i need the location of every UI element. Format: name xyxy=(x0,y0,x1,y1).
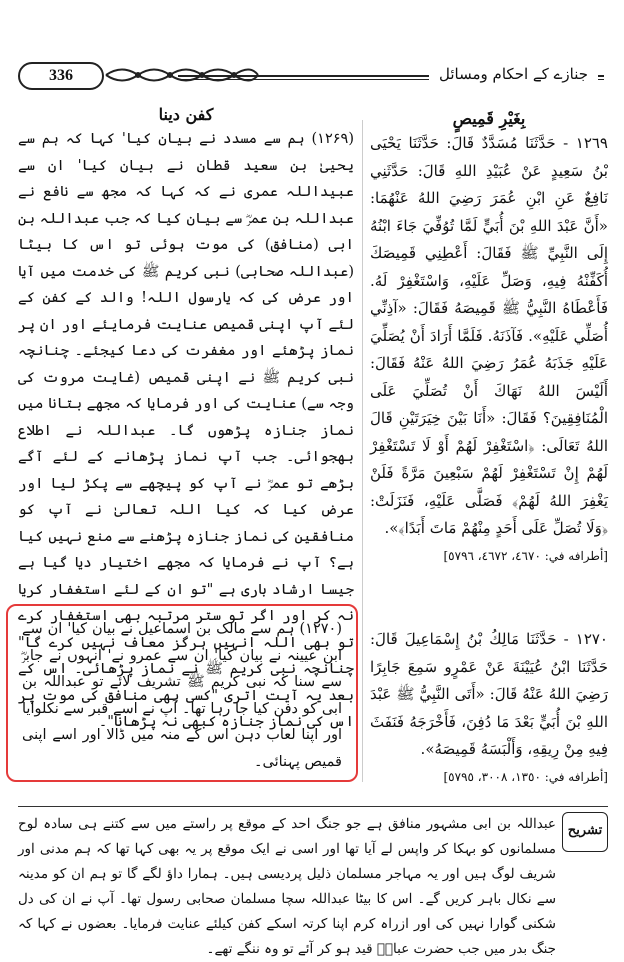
highlighted-hadith-1270 xyxy=(6,604,358,782)
commentary-section xyxy=(18,812,608,957)
atraf-1269: [أطرافه في: ٤٦٧٠، ٤٦٧٢، ٥٧٩٦] xyxy=(443,548,608,563)
arabic-hadith-1270: ١٢٧٠ - حَدَّثَنَا مَالِكُ بْنُ إِسْمَاعِيلَ قَالَ: حَدَّثَنَا ابْنُ عُيَيْنَةَ عَنْ عَمْرٍو سَمِعَ جَابِرًا رَضِيَ اللهُ عَنْهُ قَالَ: «أَتَى النَّبِيُّ ﷺ عَبْدَ اللهِ بْنَ أُبَيٍّ بَعْدَ مَا دُفِنَ، فَأَخْرَجَهُ فَنَفَثَ فِيهِ مِنْ رِيقِهِ، وَأَلْبَسَهُ قَمِيصَهُ». xyxy=(370,630,608,758)
column-divider xyxy=(362,120,363,782)
arabic-text-column xyxy=(370,108,608,563)
running-title: جنازے کے احکام ومسائل xyxy=(429,60,598,88)
commentary-rule xyxy=(18,806,608,807)
floral-ornament-icon xyxy=(102,64,262,86)
commentary-text: عبداللہ بن ابی مشہور منافق ہے جو جنگ احد کے موقع پر راستے میں سے کتنے ہی سادہ لوح مسلمانوں کو بہکا کر واپس لے آیا تھا اور اسی نے ایک موقع پر یہ بھی کہا تھا کہ ہم مدنی اور شریف لوگ ہیں اور یہ مہاجر مسلمان ذلیل پردیسی ہیں۔ ہمارا داؤ لگے گا تو ہم ان کو مدینہ سے نکال باہر کریں گے۔ اس کا بیٹا عبداللہ سچا مسلمان صحابی رسول تھا۔ آپ نے ان کی دل شکنی گوارا نہیں کی اور ازراہ کرم اپنا کرتہ اسکے کفن کیلئے عنایت فرمایا۔ بعضوں نے کہا کہ جنگ بدر میں جب حضرت عباسؓ قید ہو کر آئے تو وہ ننگے تھے۔ xyxy=(18,816,556,957)
urdu-heading: کفن دینا xyxy=(158,105,214,124)
urdu-hadith-1269: (۱۲۶۹) ہم سے مسدد نے بیان کیا' کہا کہ ہم سے یحییٰ بن سعید قطان نے بیان کیا' ان سے عبیداللہ عمری نے کہ کہا کہ مجھ سے نافع نے عبداللہ بن عمرؓ سے بیان کیا کہ جب عبداللہ بن ابی (منافق) کی موت ہوئی تو اس کا بیٹا (عبداللہ صحابی) نبی کریم ﷺ کی خدمت میں آیا اور عرض کی کہ یارسول اللہ! والد کے کفن کے لئے آپ اپنی قمیص عنایت فرمایئے اور ان پر نماز پڑھئے اور مغفرت کی دعا کیجئے۔ چنانچہ نبی کریم ﷺ نے اپنی قمیص (غایت مروت کی وجہ سے) عنایت کی اور فرمایا کہ مجھے بتانا میں نماز جنازہ پڑھوں گا۔ عبداللہ نے اطلاع بھجوائی۔ جب آپ نماز پڑھانے کے لئے آگے بڑھے تو عمرؓ نے آپ کو پیچھے سے پکڑ لیا اور عرض کیا کہ کیا اللہ تعالیٰ نے آپ کو منافقین کی نماز جنازہ پڑھنے سے منع نہیں کیا ہے؟ آپ نے فرمایا کہ مجھے اختیار دیا گیا ہے جیسا ارشاد باری ہے "تو ان کے لئے استغفار کریا نہ کر اور اگر تو ستر مرتبہ بھی استغفار کرے تو بھی اللہ انہیں ہرگز معاف نہیں کرے گا" چنانچہ نبی کریم ﷺ نے نماز پڑھائی۔ اس کے بعد یہ آیت اتری "کسی بھی منافق کی موت پر اس کی نماز جنازہ کبھی نہ پڑھانا"۔ xyxy=(17,131,354,730)
sharh-badge: تشریح xyxy=(562,812,608,852)
page-header xyxy=(18,60,604,90)
arabic-hadith-1270-block xyxy=(370,626,608,784)
urdu-hadith-1270: (۱۲۷۰) ہم سے مالک بن اسماعیل نے بیان کیا' ان سے ابن عیینہ نے بیان کیا' ان سے عمرو نے' انہوں نے جابرؓ سے سنا کہ نبی کریم ﷺ تشریف لائے تو عبداللہ بن ابی کو دفن کیا جا رہا تھا۔ آپ نے اسے قبر سے نکلوایا اور اپنا لعاب دہن اس کے منہ میں ڈالا اور اسے اپنی قمیص پہنائی۔ xyxy=(22,621,342,770)
page-number: 336 xyxy=(18,62,104,90)
arabic-hadith-1269: ١٢٦٩ - حَدَّثَنَا مُسَدَّدٌ قَالَ: حَدَّثَنَا يَحْيَى بْنُ سَعِيدٍ عَنْ عُبَيْدِ اللهِ قَالَ: حَدَّثَنِي نَافِعٌ عَنِ ابْنِ عُمَرَ رَضِيَ اللهُ عَنْهُمَا: «أَنَّ عَبْدَ اللهِ بْنَ أُبَيٍّ لَمَّا تُوُفِّيَ جَاءَ ابْنُهُ إِلَى النَّبِيِّ ﷺ فَقَالَ: أَعْطِنِي قَمِيصَكَ أُكَفِّنْهُ فِيهِ، وَصَلِّ عَلَيْهِ، وَاسْتَغْفِرْ لَهُ. فَأَعْطَاهُ النَّبِيُّ ﷺ قَمِيصَهُ فَقَالَ: «آذِنِّي أُصَلِّي عَلَيْهِ». فَآذَنَهُ. فَلَمَّا أَرَادَ أَنْ يُصَلِّيَ عَلَيْهِ جَذَبَهُ عُمَرُ رَضِيَ اللهُ عَنْهُ فَقَالَ: أَلَيْسَ اللهُ نَهَاكَ أَنْ تُصَلِّيَ عَلَى الْمُنَافِقِينَ؟ فَقَالَ: «أَنَا بَيْنَ خِيَرَتَيْنِ قَالَ اللهُ تَعَالَى: ﴿اسْتَغْفِرْ لَهُمْ أَوْ لَا تَسْتَغْفِرْ لَهُمْ إِنْ تَسْتَغْفِرْ لَهُمْ سَبْعِينَ مَرَّةً فَلَنْ يَغْفِرَ اللهُ لَهُمْ﴾ فَصَلَّى عَلَيْهِ، فَنَزَلَتْ: ﴿وَلَا تُصَلِّ عَلَى أَحَدٍ مِنْهُمْ مَاتَ أَبَدًا﴾». xyxy=(370,134,608,537)
atraf-1270: [أطرافه في: ١٣٥٠، ٣٠٠٨، ٥٧٩٥] xyxy=(443,769,608,784)
arabic-heading: بِغَيْرِ قَمِيصٍ xyxy=(452,109,526,128)
